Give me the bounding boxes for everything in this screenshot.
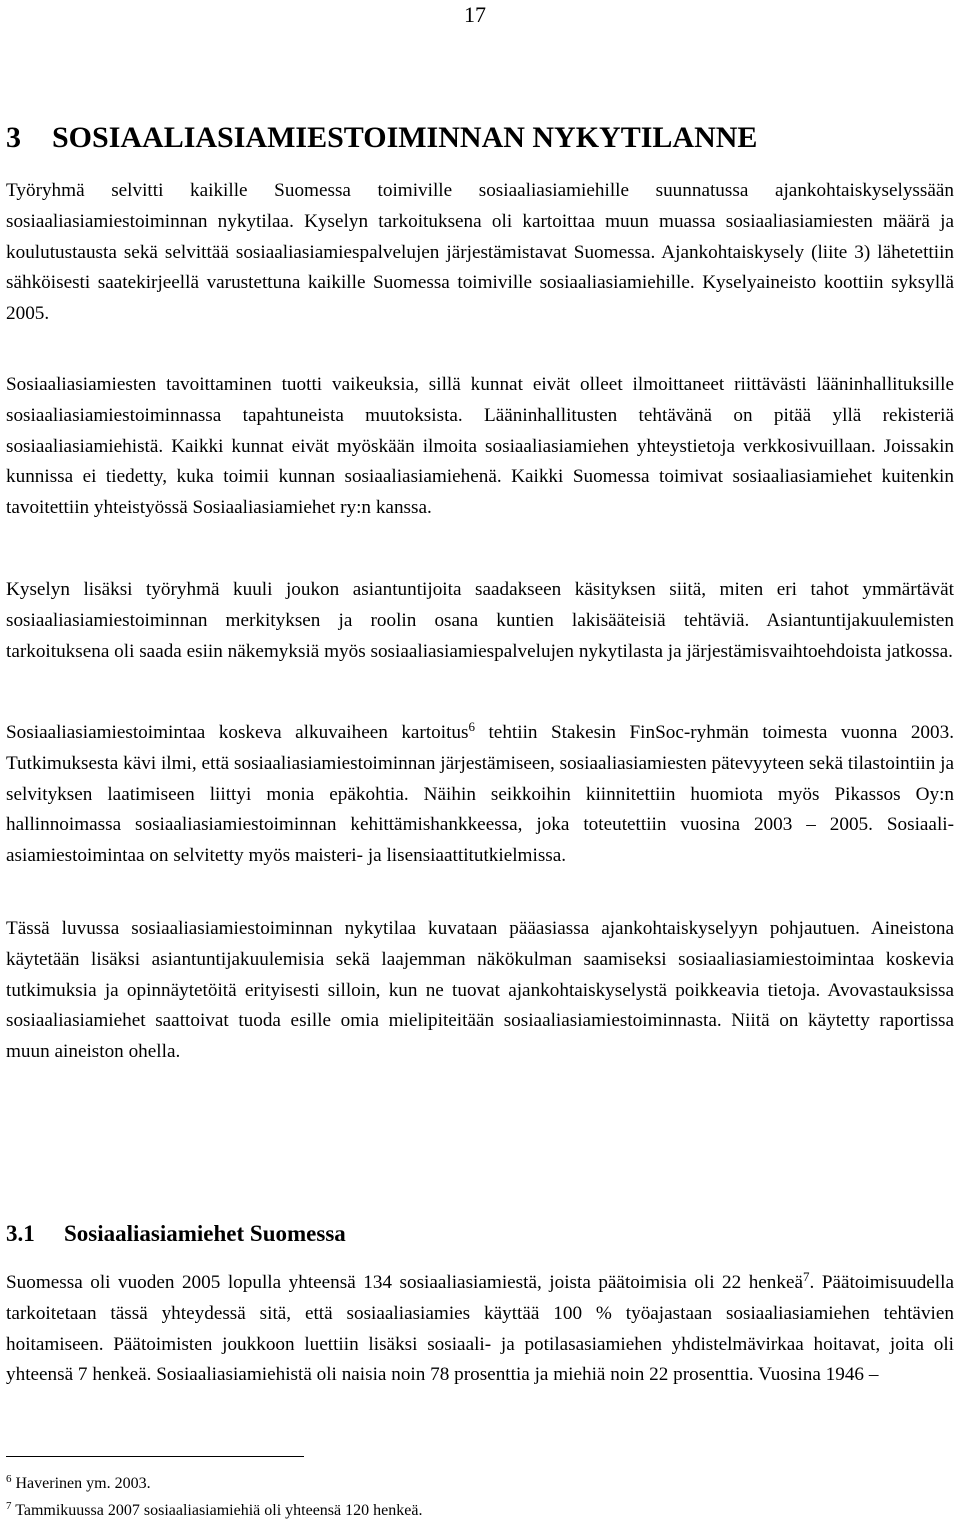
section-heading xyxy=(6,1214,346,1254)
footnote-6 xyxy=(6,1474,151,1494)
footnote-7-text: Tammikuussa 2007 sosiaaliasiamiehiä oli yhteensä 120 henkeä. xyxy=(11,1502,423,1519)
section-title: Sosiaaliasiamiehet Suomessa xyxy=(64,1221,346,1246)
paragraph-mapping-start: Sosiaaliasiamiestoimintaa koskeva alkuvaiheen kartoitus xyxy=(6,722,469,743)
footnote-separator xyxy=(6,1456,304,1457)
chapter-title: SOSIAALIASIAMIESTOIMINNAN NYKYTILANNE xyxy=(52,121,758,154)
footnote-6-number: 6 xyxy=(6,1473,12,1485)
footnote-7 xyxy=(6,1501,422,1521)
footnote-ref-6: 6 xyxy=(468,719,475,734)
paragraph-mapping-rest: tehtiin Stakesin FinSoc-ryhmän toimesta vuonna 2003. Tutkimuksesta kävi ilmi, että sosiaaliasiamiestoiminnan järjestämiseen, sosiaaliasiamiesten pätevyyteen sekä tilastointiin ja selvityksen laatimiseen liittyi monia epäkohtia. Näihin seikkoihin kiinnitettiin huomiota myös Pikassos Oy:n hallinnoimassa sosiaaliasiamiestoiminnan kehittämishankkeessa, joka toteutettiin vuosina 2003 – 2005. Sosiaaliasiamiestoimintaa on selvitetty myös maisteri- ja lisensiaattitutkielmissa. xyxy=(6,722,954,867)
chapter-number: 3 xyxy=(6,121,21,154)
paragraph-experts: Kyselyn lisäksi työryhmä kuuli joukon asiantuntijoita saadakseen käsityksen siitä, miten eri tahot ymmärtävät sosiaaliasiamiestoiminnan merkityksen ja roolin osana kuntien lakisääteisiä tehtäviä. Asiantuntijakuulemisten tarkoituksena oli saada esiin näkemyksiä myös sosiaaliasiamiespalvelujen nykytilasta ja järjestämisvaihtoehdoista jatkossa. xyxy=(6,579,954,662)
paragraph-social-ombudsmen xyxy=(6,1268,954,1391)
footnote-ref-7: 7 xyxy=(803,1269,810,1284)
chapter-heading xyxy=(6,118,757,158)
paragraph-chapter-basis: Tässä luvussa sosiaaliasiamiestoiminnan nykytilaa kuvataan pääasiassa ajankohtaiskyselyyn pohjautuen. Aineistona käytetään lisäksi asiantuntijakuulemisia sekä laajemman näkökulman saamiseksi sosiaaliasiamiestoimintaa koskevia tutkimuksia ja opinnäytetöitä erityisesti silloin, kun ne tuovat ajankohtaiskyselystä poikkeavia tietoja. Avovastauksissa sosiaaliasiamiehet saattoivat tuoda esille omia mielipiteitään sosiaaliasiamiestoiminnasta. Niitä on käytetty raportissa muun aineiston ohella. xyxy=(6,918,954,1063)
paragraph-mapping xyxy=(6,718,954,872)
paragraph-reaching: Sosiaaliasiamiesten tavoittaminen tuotti vaikeuksia, sillä kunnat eivät olleet ilmoittaneet riittävästi lääninhallituksille sosiaaliasiamiestoiminnassa tapahtuneista muutoksista. Lääninhallitusten tehtävänä on pitää yllä rekisteriä sosiaaliasiamiehistä. Kaikki kunnat eivät myöskään ilmoita sosiaaliasiamiehen yhteystietoja verkkosivuillaan. Joissakin kunnissa ei tiedetty, kuka toimii kunnan sosiaaliasiamiehenä. Kaikki Suomessa toimivat sosiaaliasiamiehet kuitenkin tavoitettiin yhteistyössä Sosiaaliasiamiehet ry:n kanssa. xyxy=(6,374,954,519)
footnote-7-number: 7 xyxy=(6,1500,12,1512)
paragraph-ombudsmen-start: Suomessa oli vuoden 2005 lopulla yhteensä 134 sosiaaliasiamiestä, joista päätoimisia oli 22 henkeä xyxy=(6,1272,804,1293)
paragraph-ombudsmen-rest: . Päätoimisuudella tarkoitetaan tässä yhteydessä sitä, että sosiaaliasiamies käyttää 100 % työajastaan sosiaaliasiamiehen tehtävien hoitamiseen. Päätoimisten joukkoon luettiin lisäksi sosiaali- ja potilasasiamiehen yhdistelmävirkaa hoitavat, joita oli yhteensä 7 henkeä. Sosiaaliasiamiehistä oli naisia noin 78 prosenttia ja miehiä noin 22 prosenttia. Vuosina 1946 – xyxy=(6,1272,954,1386)
footnote-6-text: Haverinen ym. 2003. xyxy=(11,1475,151,1492)
page-number: 17 xyxy=(464,2,486,27)
paragraph-survey: Työryhmä selvitti kaikille Suomessa toimiville sosiaaliasiamiehille suunnatussa ajankohtaiskyselyssään sosiaaliasiamiestoiminnan nykytilaa. Kyselyn tarkoituksena oli kartoittaa muun muassa sosiaaliasiamiesten määrä ja koulutustausta sekä selvittää sosiaaliasiamiespalvelujen järjestämistavat Suomessa. Ajankohtaiskysely (liite 3) lähetettiin sähköisesti saatekirjeellä varustettuna kaikille Suomessa toimiville sosiaaliasiamiehille. Kyselyaineisto koottiin syksyllä 2005. xyxy=(6,180,954,325)
section-number: 3.1 xyxy=(6,1221,35,1246)
